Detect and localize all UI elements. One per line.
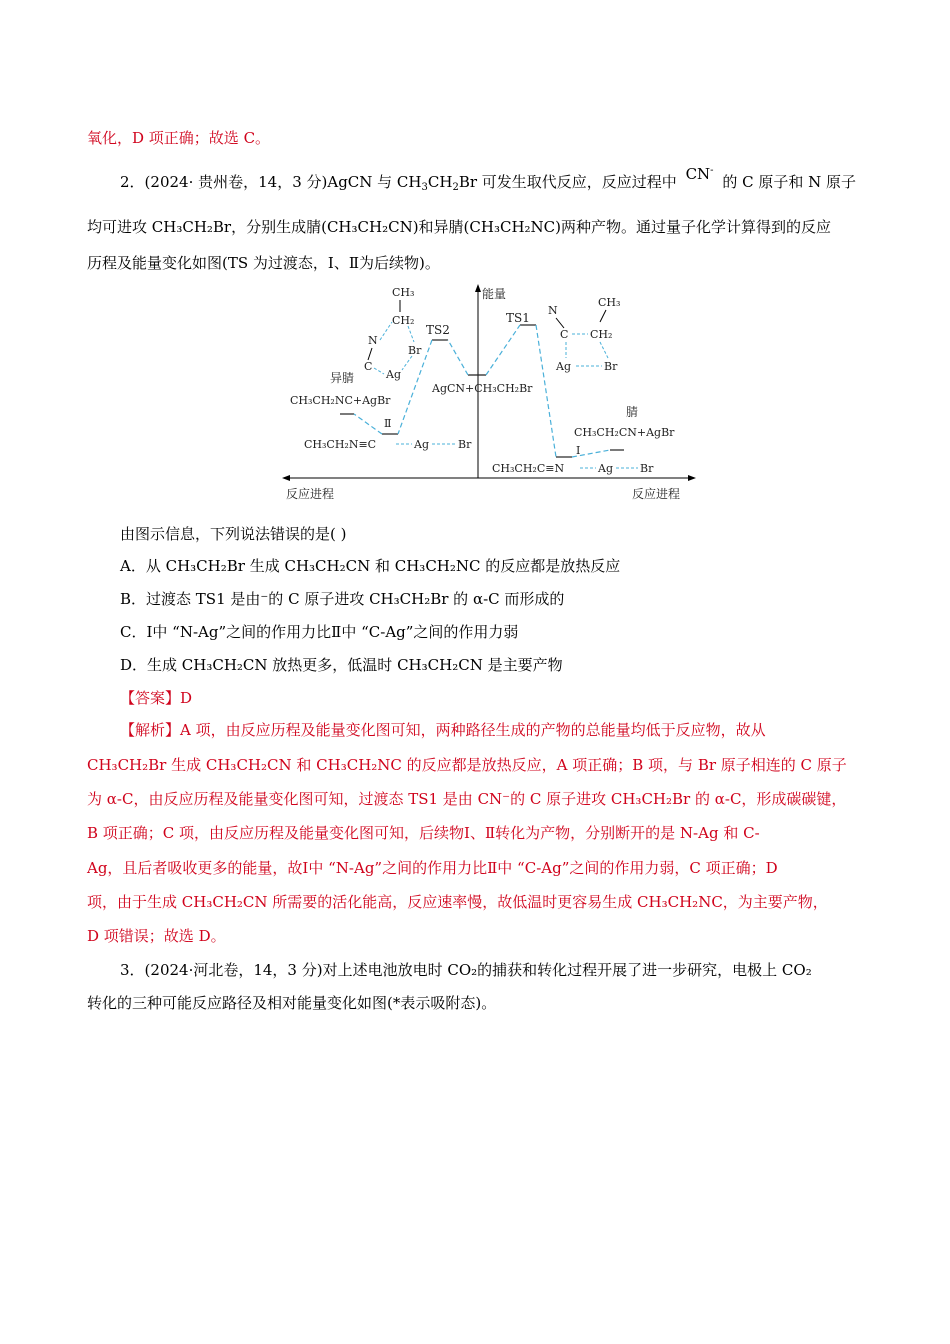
reaction-axis-label-right: 反应进程 (632, 487, 681, 501)
option-d: D．生成 CH₃CH₂CN 放热更多，低温时 CH₃CH₂CN 是主要产物 (120, 656, 563, 674)
question-prompt: 由图示信息，下列说法错误的是( ) (120, 525, 347, 543)
nitrile-product: CH₃CH₂CN+AgBr (574, 426, 675, 439)
energy-axis-arrow (475, 284, 481, 292)
question-2-line-1: 2．(2024· 贵州卷，14，3 分)AgCN 与 $CH_3CH_2Br$ 可发生取代反应，反应过程中 CN- 的 C 原子和 N 原子 (120, 165, 857, 193)
intermediate-2-formula: CH₃CH₂N≡C (304, 438, 377, 451)
reactant-label: AgCN+CH₃CH₂Br (432, 382, 533, 395)
option-c: C．Ⅰ中 “N-Ag”之间的作用力比Ⅱ中 “C-Ag”之间的作用力弱 (120, 623, 519, 641)
ts1-label: TS1 (506, 311, 530, 325)
cyanide-ion: CN- (685, 165, 714, 183)
answer: 【答案】D (120, 689, 193, 707)
q2-text-d: 的 C 原子和 N 原子 (722, 173, 857, 191)
isonitrile-label: 异腈 (330, 371, 355, 385)
intermediate-1-label: Ⅰ (576, 444, 581, 457)
reaction-axis-label-left: 反应进程 (286, 487, 335, 501)
svg-text:Ag: Ag (556, 360, 571, 373)
svg-text:Ag: Ag (414, 438, 429, 451)
isonitrile-product: CH₃CH₂NC+AgBr (290, 394, 391, 407)
svg-text:CH₂: CH₂ (392, 314, 415, 327)
previous-answer-tail: 氧化，D 项正确；故选 C。 (87, 129, 271, 147)
svg-text:Ag: Ag (598, 462, 613, 475)
svg-text:Br: Br (604, 360, 618, 373)
svg-text:Br: Br (640, 462, 654, 475)
question-2-line-2: 均可进攻 CH₃CH₂Br，分别生成腈(CH₃CH₂CN)和异腈(CH₃CH₂NC)两种产物。通过量子化学计算得到的反应 (87, 218, 832, 236)
svg-text:CH₂: CH₂ (590, 328, 613, 341)
option-b: B．过渡态 TS1 是由⁻的 C 原子进攻 CH₃CH₂Br 的 α-C 而形成的 (120, 590, 565, 608)
analysis-line-4: B 项正确；C 项，由反应历程及能量变化图可知，后续物Ⅰ、Ⅱ转化为产物，分别断开的是 N-Ag 和 C- (87, 824, 760, 842)
svg-text:Ag: Ag (386, 368, 401, 381)
analysis-line-1: 【解析】A 项，由反应历程及能量变化图可知，两种路径生成的产物的总能量均低于反应物，故从 (120, 721, 766, 739)
svg-text:C: C (560, 328, 569, 341)
energy-axis-label: 能量 (482, 287, 507, 301)
question-3-line-2: 转化的三种可能反应路径及相对能量变化如图(*表示吸附态)。 (87, 994, 497, 1012)
analysis-line-7: D 项错误；故选 D。 (87, 927, 226, 945)
intermediate-1-formula: CH₃CH₂C≡N (492, 462, 565, 475)
svg-text:Br: Br (458, 438, 472, 451)
svg-text:N: N (368, 334, 378, 347)
svg-text:C: C (364, 360, 373, 373)
q2-text-b: CH (427, 173, 453, 191)
intermediate-2-label: Ⅱ (384, 417, 392, 430)
energy-profile-diagram (280, 282, 700, 504)
analysis-line-3: 为 α-C，由反应历程及能量变化图可知，过渡态 TS1 是由 CN⁻的 C 原子进攻 CH₃CH₂Br 的 α-C，形成碳碳键， (87, 790, 847, 808)
svg-text:Br: Br (408, 344, 422, 357)
analysis-line-2: CH₃CH₂Br 生成 CH₃CH₂CN 和 CH₃CH₂NC 的反应都是放热反应，A 项正确；B 项，与 Br 原子相连的 C 原子 (87, 756, 847, 774)
analysis-line-6: 项，由于生成 CH₃CH₂CN 所需要的活化能高，反应速率慢，故低温时更容易生成 CH₃CH₂NC，为主要产物， (87, 893, 828, 911)
reaction-axis-left-arrow (282, 475, 290, 481)
option-a: A．从 CH₃CH₂Br 生成 CH₃CH₂CN 和 CH₃CH₂NC 的反应都是放热反应 (120, 557, 621, 575)
svg-text:CH₃: CH₃ (392, 286, 415, 299)
analysis-line-5: Ag，且后者吸收更多的能量，故Ⅰ中 “N-Ag”之间的作用力比Ⅱ中 “C-Ag”之间的作用力弱，C 项正确；D (87, 859, 778, 877)
q2-text-c: Br 可发生取代反应，反应过程中 (458, 173, 677, 191)
svg-text:CH₃: CH₃ (598, 296, 621, 309)
svg-text:N: N (548, 304, 558, 317)
reaction-axis-right-arrow (688, 475, 696, 481)
question-3-line-1: 3．(2024·河北卷，14，3 分)对上述电池放电时 CO₂的捕获和转化过程开展了进一步研究，电极上 CO₂ (120, 961, 812, 979)
nitrile-label: 腈 (626, 405, 639, 419)
question-2-line-3: 历程及能量变化如图(TS 为过渡态，Ⅰ、Ⅱ为后续物)。 (87, 254, 440, 272)
q2-text-a: 2．(2024· 贵州卷，14，3 分)AgCN 与 CH (120, 173, 422, 191)
ts2-label: TS2 (426, 323, 450, 337)
